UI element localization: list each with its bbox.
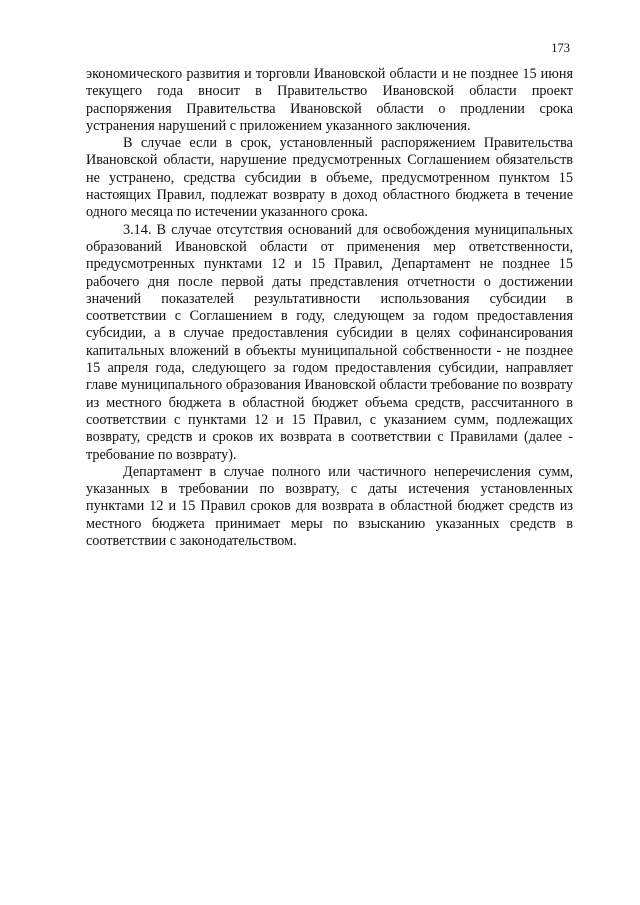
document-body — [86, 66, 573, 550]
paragraph-continuation: экономического развития и торговли Ивановской области и не позднее 15 июня текущего года вносит в Правительство Ивановской области проект распоряжения Правительства Ивановской области о продлении срока устранения нарушений с приложением указанного заключения. — [86, 66, 573, 134]
paragraph-violation-deadline: В случае если в срок, установленный распоряжением Правительства Ивановской области, нарушение предусмотренных Соглашением обязательств не устранено, средства субсидии в объеме, предусмотренном пунктом 15 настоящих Правил, подлежат возврату в доход областного бюджета в течение одного месяца по истечении указанного срока. — [86, 135, 573, 221]
paragraph-recovery-measures: Департамент в случае полного или частичного неперечисления сумм, указанных в требовании по возврату, с даты истечения установленных пунктами 12 и 15 Правил сроков для возврата в областной бюджет средств из местного бюджета принимает меры по взысканию указанных средств в соответствии с законодательством. — [86, 463, 573, 550]
paragraph-3-14: 3.14. В случае отсутствия оснований для освобождения муниципальных образований Ивановской области от применения мер ответственности, предусмотренных пунктами 12 и 15 Правил, Департамент не позднее 15 рабочего дня после первой даты представления отчетности о достижении значений показателей результативности использования субсидии в соответствии с Соглашением в году, следующем за годом предоставления субсидии, а в случае предоставления субсидии в целях софинансирования капитальных вложений в объекты муниципальной собственности - не позднее 15 апреля года, следующего за годом предоставления субсидии, направляет главе муниципального образования Ивановской области требование по возврату из местного бюджета в областной бюджет объема средств, рассчитанного в соответствии с пунктами 12 и 15 Правил, с указанием сумм, подлежащих возврату, средств и сроков их возврата в соответствии с Правилами (далее - требование по возврату). — [86, 221, 573, 463]
page-number: 173 — [551, 41, 570, 55]
